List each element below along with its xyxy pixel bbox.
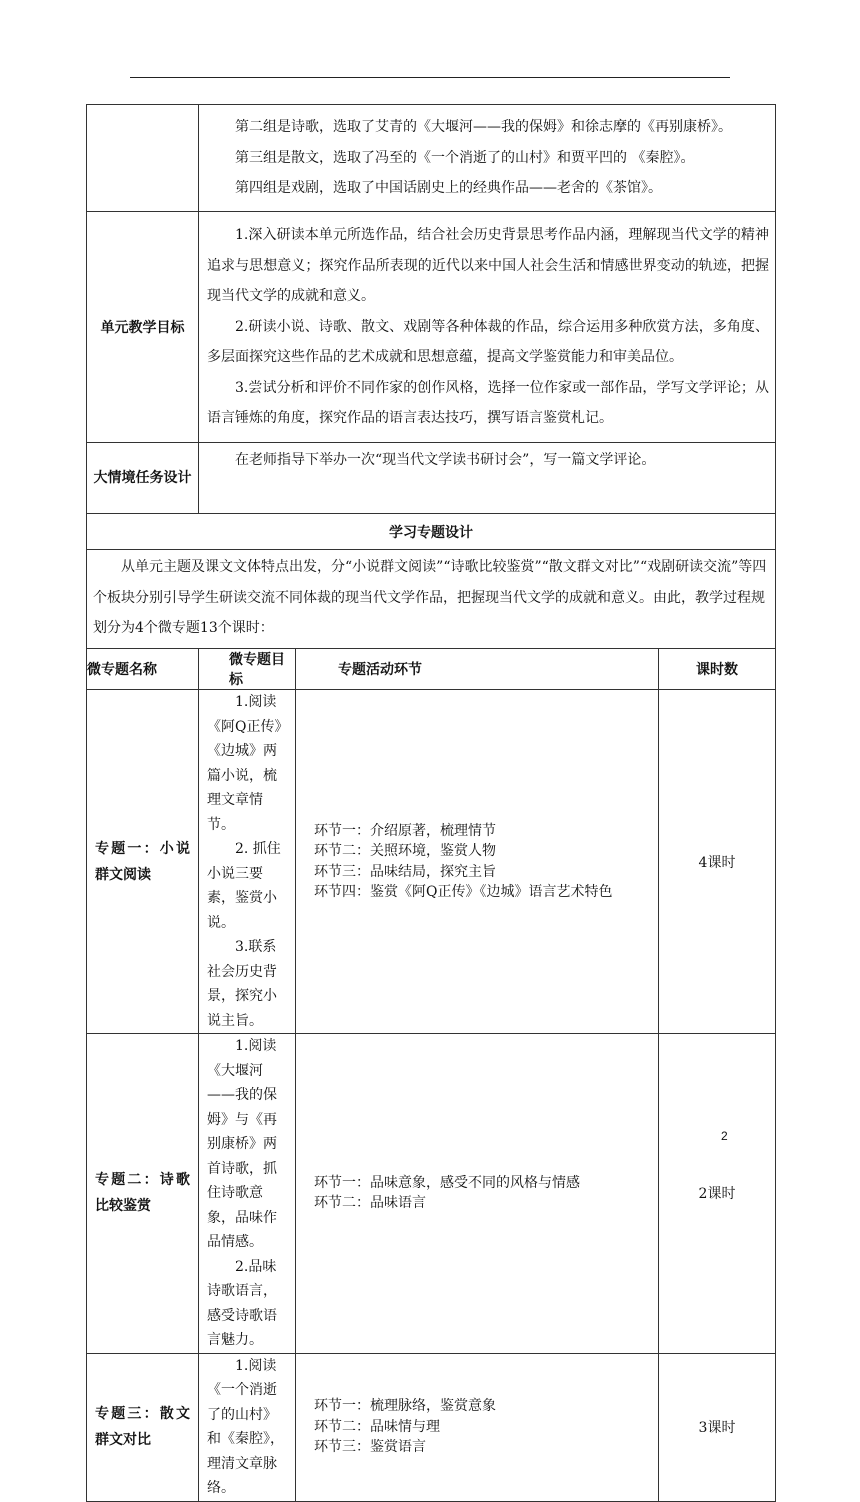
topic-goal: 2. 抓住小说三要素，鉴赏小说。	[207, 841, 281, 931]
topic-goal: 2.品味诗歌语言，感受诗歌语言魅力。	[207, 1258, 277, 1348]
step-value: 鉴赏语言	[370, 1439, 426, 1456]
step-value: 品味语言	[370, 1195, 426, 1212]
topic-hours: 3课时	[659, 1353, 776, 1501]
step-row	[314, 1173, 658, 1194]
topic-name: 专题一：小说群文阅读	[95, 840, 190, 883]
topic-goal: 3.联系社会历史背景，探究小说主旨。	[207, 939, 277, 1029]
step-key: 环节二：	[314, 1195, 370, 1212]
topic-steps	[296, 1034, 659, 1354]
step-row	[314, 882, 658, 903]
topic-name-cell	[87, 1353, 199, 1501]
unit-content-cell	[199, 105, 776, 212]
section-intro-cell	[87, 550, 776, 649]
step-row	[314, 1193, 658, 1214]
step-value: 品味情与理	[370, 1418, 440, 1435]
header-rule	[130, 77, 730, 78]
step-key: 环节三：	[314, 863, 370, 880]
empty-label-cell	[87, 105, 199, 212]
intro-line-2: 第二组是诗歌，选取了艾青的《大堰河——我的保姆》和徐志摩的《再别康桥》。	[235, 119, 732, 136]
step-value: 关照环境，鉴赏人物	[370, 843, 496, 859]
step-key: 环节三：	[314, 1439, 370, 1456]
step-value: 品味意象，感受不同的风格与情感	[370, 1174, 580, 1191]
step-value: 介绍原著，梳理情节	[370, 822, 496, 839]
step-key: 环节一：	[314, 1398, 370, 1415]
task-label: 大情境任务设计	[93, 470, 192, 486]
step-row	[314, 1437, 658, 1458]
step-row	[314, 841, 658, 862]
step-row	[314, 1396, 658, 1417]
intro-line-4: 第四组是戏剧，选取了中国话剧史上的经典作品——老舍的《茶馆》。	[235, 180, 662, 197]
topic-hours: 2课时	[659, 1034, 776, 1354]
topic-name: 专题三：散文群文对比	[95, 1406, 190, 1448]
step-key: 环节二：	[314, 1418, 370, 1435]
header-goal: 微专题目标	[199, 649, 296, 690]
goals-content	[199, 212, 776, 443]
task-text: 在老师指导下举办一次“现当代文学读书研讨会”，写一篇文学评论。	[235, 452, 656, 468]
goal-item: 2.研读小说、诗歌、散文、戏剧等各种体裁的作品，综合运用多种欣赏方法，多角度、多层面探究这些作品的艺术成就和思想意蕴，提高文学鉴赏能力和审美品位。	[207, 318, 769, 366]
section-title: 学习专题设计	[87, 514, 776, 550]
goal-item: 1.深入研读本单元所选作品，结合社会历史背景思考作品内涵，理解现当代文学的精神追求与思想意义；探究作品所表现的近代以来中国人社会生活和情感世界变动的轨迹，把握现当代文学的成就和意义。	[207, 227, 769, 305]
header-hours: 课时数	[659, 649, 776, 690]
step-row	[314, 1417, 658, 1438]
header-name: 微专题名称	[87, 649, 199, 690]
goal-item: 3.尝试分析和评价不同作家的创作风格，选择一位作家或一部作品，学写文学评论；从语言锤炼的角度，探究作品的语言表达技巧，撰写语言鉴赏札记。	[207, 379, 769, 427]
topic-goals	[199, 1353, 296, 1501]
topic-name: 专题二：诗歌比较鉴赏	[95, 1172, 190, 1215]
page-number: 2	[721, 1129, 728, 1143]
topic-steps	[296, 690, 659, 1034]
topic-name-cell	[87, 690, 199, 1034]
topic-hours: 4课时	[659, 690, 776, 1034]
topic-goal: 1.阅读《阿Q正传》《边城》两篇小说，梳理文章情节。	[207, 694, 282, 833]
step-key: 环节一：	[314, 1174, 370, 1191]
step-row	[314, 862, 658, 883]
goals-label: 单元教学目标	[87, 212, 199, 443]
topic-name-cell	[87, 1034, 199, 1354]
step-key: 环节四：	[314, 884, 370, 900]
header-activity: 专题活动环节	[296, 649, 659, 690]
step-key: 环节一：	[314, 822, 370, 839]
topic-goal: 1.阅读《一个消逝了的山村》和《秦腔》，理清文章脉络。	[207, 1357, 284, 1496]
intro-line-3: 第三组是散文，选取了冯至的《一个消逝了的山村》和贾平凹的 《秦腔》。	[235, 149, 695, 166]
unit-design-table	[86, 104, 776, 1502]
step-value: 梳理脉络，鉴赏意象	[370, 1398, 496, 1415]
step-row	[314, 821, 658, 842]
task-content	[199, 443, 776, 514]
topic-goals	[199, 1034, 296, 1354]
topic-goal: 1.阅读《大堰河——我的保姆》与《再别康桥》两首诗歌，抓住诗歌意象，品味作品情感。	[207, 1038, 277, 1250]
step-value: 鉴赏《阿Q正传》《边城》语言艺术特色	[370, 884, 613, 900]
task-label-cell	[87, 443, 199, 514]
topic-goals	[199, 690, 296, 1034]
step-key: 环节二：	[314, 843, 370, 859]
topic-steps	[296, 1353, 659, 1501]
section-intro: 从单元主题及课文文体特点出发，分“小说群文阅读”“诗歌比较鉴赏”“散文群文对比”“戏剧研读交流”等四个板块分别引导学生研读交流不同体裁的现当代文学作品，把握现当代文学的成就和意义。由此，教学过程规划分为4个微专题13个课时：	[93, 559, 767, 637]
step-value: 品味结局，探究主旨	[370, 863, 496, 880]
